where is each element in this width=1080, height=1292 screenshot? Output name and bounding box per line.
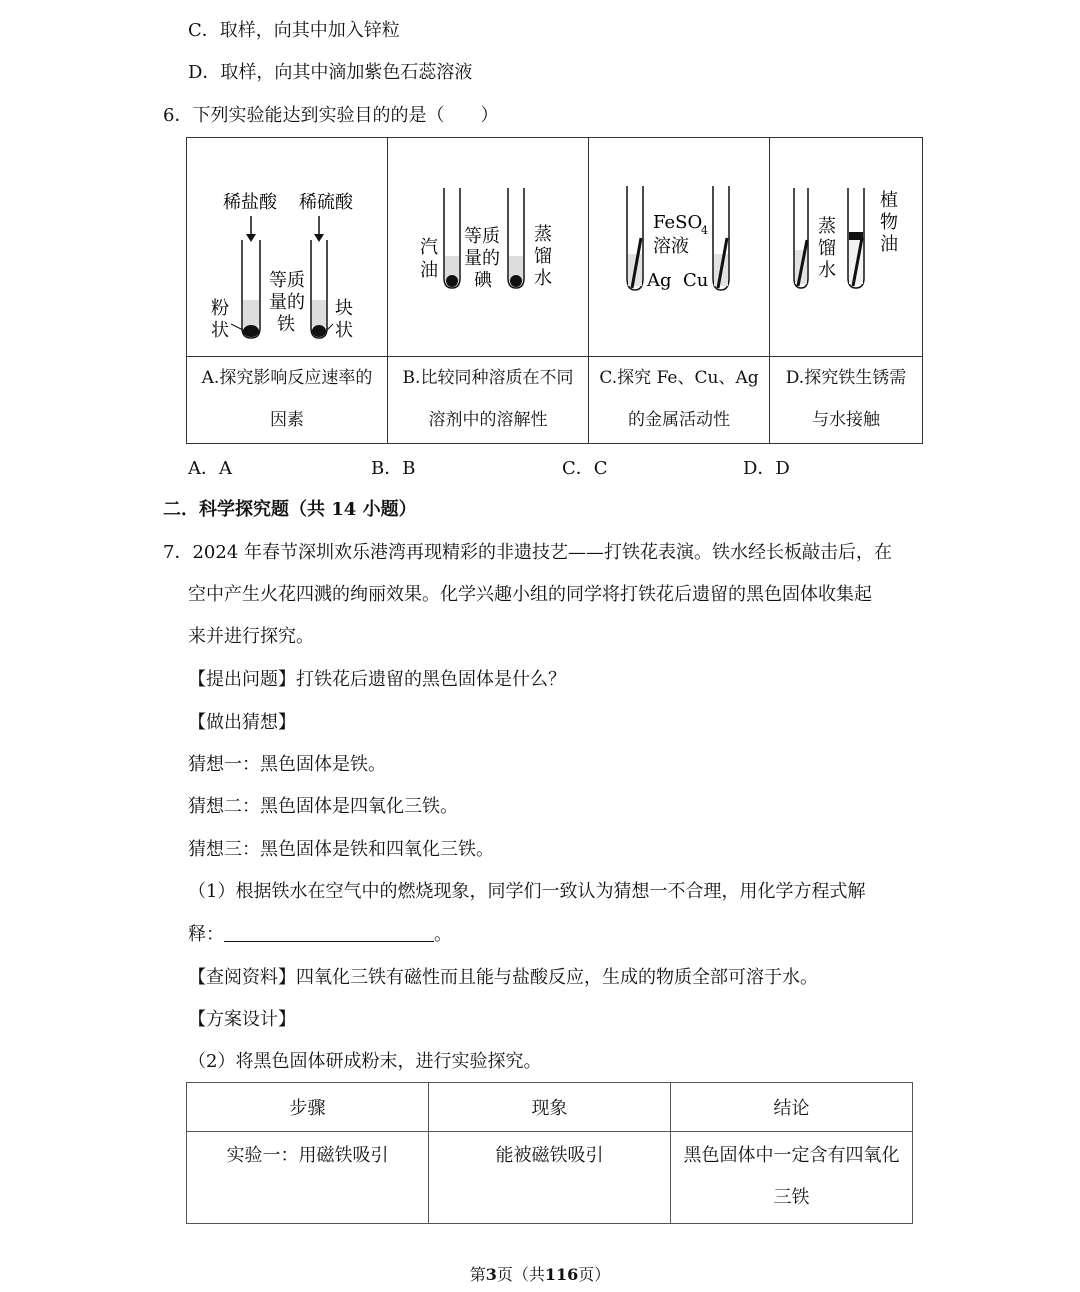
figure-b [388,138,588,356]
caption-b: B.比较同种溶质在不同 溶剂中的溶解性 [388,357,589,444]
q7-guess-1: 猜想一：黑色固体是铁。 [188,754,386,775]
fig-d-right2: 物 [880,212,898,233]
fig-a-left1: 粉 [211,298,229,319]
q5-option-c: C．取样，向其中加入锌粒 [188,20,400,41]
q5-option-d: D．取样，向其中滴加紫色石蕊溶液 [188,62,473,83]
table-cell-step: 实验一：用磁铁吸引 [187,1132,429,1224]
fig-a-right2: 状 [335,320,353,341]
fig-c-left: Ag [647,270,672,291]
fig-c-sub: 4 [701,224,708,237]
q7-sub1-line2: 释： 。 [188,924,452,945]
section-heading: 二．科学探究题（共 14 小题） [163,499,417,520]
fig-b-right3: 水 [534,268,552,289]
q7-experiment-table [186,1082,913,1224]
fig-d-right1: 植 [880,190,898,211]
fig-a-mid3: 铁 [277,314,295,335]
page-footer: 第3页（共116页） [469,1265,611,1284]
q7-guess-heading: 【做出猜想】 [188,712,296,733]
fig-a-acid2: 稀硫酸 [299,192,353,213]
q6-option-c[interactable]: C．C [562,458,608,479]
figure-d-cell [770,138,923,357]
q7-question: 【提出问题】打铁花后遗留的黑色固体是什么？ [188,669,566,690]
q7-plan: 【方案设计】 [188,1009,296,1030]
q6-option-a[interactable]: A．A [188,458,232,479]
fig-a-left2: 状 [211,320,229,341]
q6-figure-table [186,137,923,444]
figure-d [770,138,922,356]
answer-blank[interactable] [224,923,434,942]
q7-guess-3: 猜想三：黑色固体是铁和四氧化三铁。 [188,839,494,860]
fig-a-mid1: 等质 [269,270,305,291]
figure-a-cell [187,138,388,357]
q7-sub1-line1: （1）根据铁水在空气中的燃烧现象，同学们一致认为猜想一不合理，用化学方程式解 [188,881,866,902]
fig-d-left1: 蒸 [818,216,836,237]
fig-b-right1: 蒸 [534,224,552,245]
q6-option-b[interactable]: B．B [371,458,416,479]
table-cell-phenomenon: 能被磁铁吸引 [429,1132,671,1224]
caption-c: C.探究 Fe、Cu、Ag 的金属活动性 [589,357,770,444]
q7-paragraph-2: 空中产生火花四溅的绚丽效果。化学兴趣小组的同学将打铁花后遗留的黑色固体收集起 [188,584,872,605]
figure-c-cell [589,138,770,357]
fig-c-sol1: FeSO [653,212,703,233]
fig-b-mid2: 量的 [464,248,500,269]
fig-c-sol2: 溶液 [653,236,689,257]
q7-sub2: （2）将黑色固体研成粉末，进行实验探究。 [188,1051,542,1072]
caption-d: D.探究铁生锈需 与水接触 [770,357,923,444]
fig-b-left1: 汽 [420,237,438,258]
fig-b-mid1: 等质 [464,226,500,247]
q6-stem: 6．下列实验能达到实验目的的是（ ） [163,105,499,126]
table-header-conclusion: 结论 [671,1083,913,1132]
fig-d-left2: 馏 [818,238,836,259]
table-cell-conclusion: 黑色固体中一定含有四氧化 三铁 [671,1132,913,1224]
fig-b-mid3: 碘 [474,270,492,291]
fig-d-right3: 油 [880,234,898,255]
q7-info: 【查阅资料】四氧化三铁有磁性而且能与盐酸反应，生成的物质全部可溶于水。 [188,967,818,988]
fig-c-right: Cu [683,270,709,291]
table-header-step: 步骤 [187,1083,429,1132]
table-header-phenomenon: 现象 [429,1083,671,1132]
figure-c [589,138,769,356]
q7-guess-2: 猜想二：黑色固体是四氧化三铁。 [188,796,458,817]
fig-a-mid2: 量的 [269,292,305,313]
caption-a: A.探究影响反应速率的 因素 [187,357,388,444]
fig-a-acid1: 稀盐酸 [223,192,277,213]
figure-b-cell [388,138,589,357]
fig-d-left3: 水 [818,260,836,281]
fig-a-right1: 块 [335,298,353,319]
figure-a [187,138,387,356]
q7-paragraph-3: 来并进行探究。 [188,626,314,647]
fig-b-right2: 馏 [534,246,552,267]
fig-b-left2: 油 [420,260,438,281]
q7-paragraph-1: 7．2024 年春节深圳欢乐港湾再现精彩的非遗技艺——打铁花表演。铁水经长板敲击后，在 [163,542,892,563]
q6-option-d[interactable]: D．D [743,458,790,479]
